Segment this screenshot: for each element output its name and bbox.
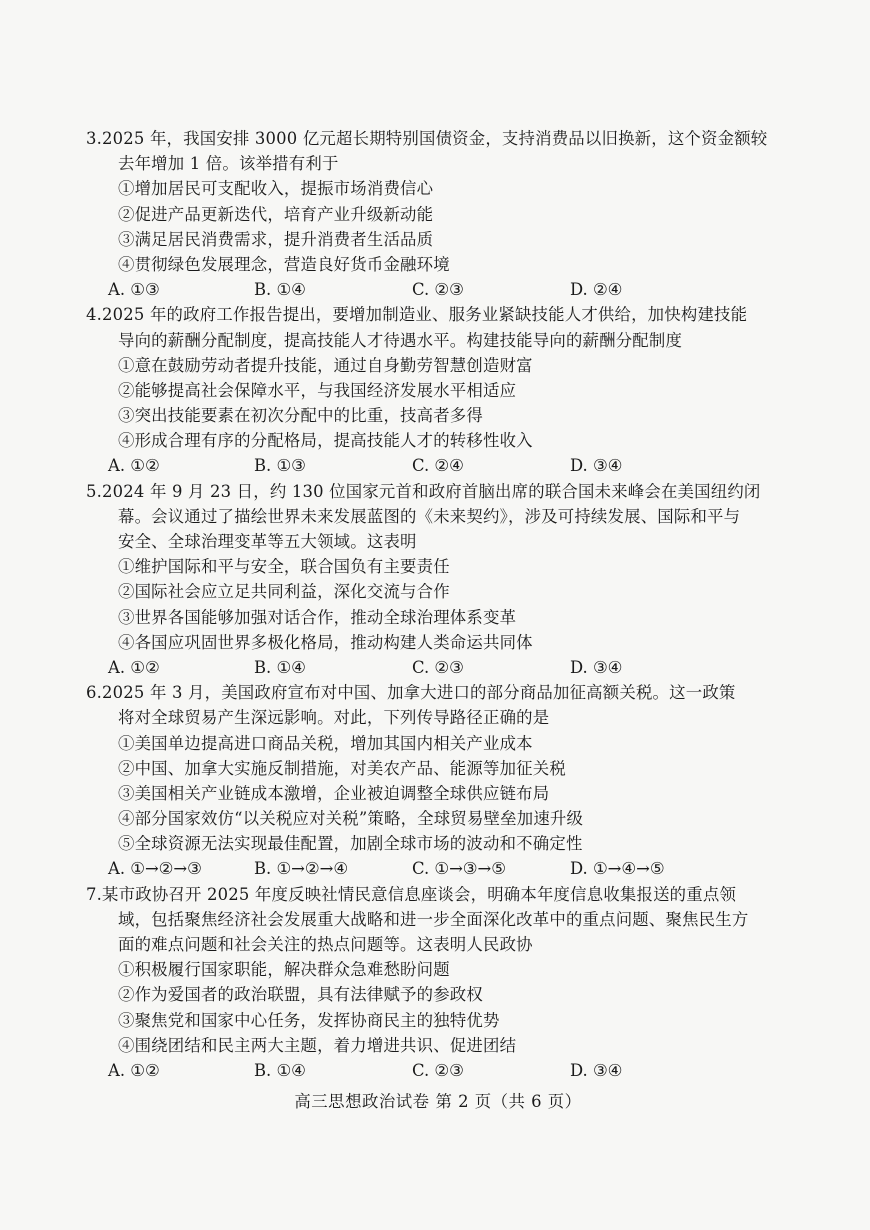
- question-stem-text: 幕。会议通过了描绘世界未来发展蓝图的《未来契约》，涉及可持续发展、国际和平与: [118, 506, 741, 526]
- statement-option: ①意在鼓励劳动者提升技能，通过自身勤劳智慧创造财富: [118, 355, 533, 375]
- question-stem-first-line: [86, 302, 758, 327]
- answer-choices: [108, 1058, 758, 1083]
- question-stem-line: [118, 529, 758, 554]
- answer-choices: [108, 655, 758, 680]
- statement-option: ①积极履行国家职能，解决群众急难愁盼问题: [118, 960, 450, 980]
- question-stem-text: 2025 年 3 月，美国政府宣布对中国、加拿大进口的部分商品加征高额关税。这一政策: [102, 683, 736, 703]
- question-stem-text: 2024 年 9 月 23 日，约 130 位国家元首和政府首脑出席的联合国未来峰会在美国纽约闭: [102, 481, 761, 501]
- question-3: [86, 126, 768, 302]
- answer-choice-b: B. ①④: [254, 280, 306, 300]
- answer-choices: [108, 856, 758, 881]
- question-stem-line: [118, 907, 758, 932]
- answer-choice-c: C. ②③: [412, 657, 464, 677]
- question-stem-line: [118, 504, 758, 529]
- answer-choice-c: C. ②③: [412, 280, 464, 300]
- answer-choice-b: B. ①④: [254, 657, 306, 677]
- answer-choice-b: B. ①③: [254, 456, 306, 476]
- question-stem-text: 2025 年的政府工作报告提出，要增加制造业、服务业紧缺技能人才供给，加快构建技能: [102, 305, 748, 325]
- statement-option: ④围绕团结和民主两大主题，着力增进共识、促进团结: [118, 1035, 517, 1055]
- question-number: 7.: [86, 884, 103, 904]
- question-stem-text: 某市政协召开 2025 年度反映社情民意信息座谈会，明确本年度信息收集报送的重点领: [102, 884, 737, 904]
- question-stem-line: [118, 932, 758, 957]
- question-stem-text: 将对全球贸易产生深远影响。对此，下列传导路径正确的是: [118, 708, 550, 728]
- statement-option: ③突出技能要素在初次分配中的比重，技高者多得: [118, 406, 483, 426]
- statement-option: ①维护国际和平与安全，联合国负有主要责任: [118, 557, 450, 577]
- answer-choice-c: C. ②④: [412, 456, 464, 476]
- answer-choices: [108, 453, 758, 478]
- answer-choice-d: D. ②④: [570, 280, 623, 300]
- answer-choice-d: D. ③④: [570, 657, 623, 677]
- question-number: 5.: [86, 481, 103, 501]
- question-stem-line: [118, 328, 758, 353]
- question-stem-line: [118, 151, 758, 176]
- answer-choice-b: B. ①④: [254, 1060, 306, 1080]
- question-stem-text: 导向的薪酬分配制度，提高技能人才待遇水平。构建技能导向的薪酬分配制度: [118, 330, 683, 350]
- answer-choice-d: D. ③④: [570, 1060, 623, 1080]
- question-stem-first-line: [86, 126, 768, 151]
- question-stem-text: 域，包括聚焦经济社会发展重大战略和进一步全面深化改革中的重点问题、聚焦民生方: [118, 909, 749, 929]
- statement-option: ③世界各国能够加强对话合作，推动全球治理体系变革: [118, 607, 517, 627]
- statement-option: ②促进产品更新迭代，培育产业升级新动能: [118, 204, 434, 224]
- statement-option: ②中国、加拿大实施反制措施，对美农产品、能源等加征关税: [118, 758, 566, 778]
- answer-choice-a: A. ①②: [108, 456, 160, 476]
- statement-option: ⑤全球资源无法实现最佳配置，加剧全球市场的波动和不确定性: [118, 834, 583, 854]
- question-4: [86, 302, 758, 478]
- statement-option: ③美国相关产业链成本激增，企业被迫调整全球供应链布局: [118, 783, 550, 803]
- statement-option: ②国际社会应立足共同利益，深化交流与合作: [118, 582, 450, 602]
- question-5: [86, 479, 761, 681]
- page-footer: [0, 1088, 870, 1112]
- answer-choice-a: A. ①②: [108, 657, 160, 677]
- answer-choice-c: C. ①→③→⑤: [412, 859, 506, 879]
- statement-option: ③满足居民消费需求，提升消费者生活品质: [118, 229, 434, 249]
- question-stem-first-line: [86, 882, 758, 907]
- question-stem-first-line: [86, 479, 761, 504]
- question-stem-first-line: [86, 680, 758, 705]
- answer-choice-d: D. ③④: [570, 456, 623, 476]
- footer-page-number: 第 2 页（共 6 页）: [435, 1092, 582, 1111]
- footer-title: 高三思想政治试卷: [294, 1092, 430, 1111]
- question-stem-text: 安全、全球治理变革等五大领域。这表明: [118, 532, 417, 551]
- answer-choice-b: B. ①→②→④: [254, 859, 349, 879]
- statement-option: ①美国单边提高进口商品关税，增加其国内相关产业成本: [118, 733, 533, 753]
- statement-option: ②能够提高社会保障水平，与我国经济发展水平相适应: [118, 380, 517, 400]
- statement-option: ③聚焦党和国家中心任务，发挥协商民主的独特优势: [118, 1010, 500, 1030]
- statement-option: ②作为爱国者的政治联盟，具有法律赋予的参政权: [118, 985, 483, 1005]
- question-6: [86, 680, 758, 882]
- question-stem-text: 去年增加 1 倍。该举措有利于: [118, 154, 339, 174]
- question-7: [86, 882, 758, 1084]
- question-stem-text: 2025 年，我国安排 3000 亿元超长期特别国债资金，支持消费品以旧换新，这个资金额较: [102, 129, 768, 148]
- answer-choice-a: A. ①③: [108, 280, 160, 300]
- answer-choice-c: C. ②③: [412, 1060, 464, 1080]
- question-stem-line: [118, 705, 758, 730]
- statement-option: ①增加居民可支配收入，提振市场消费信心: [118, 179, 434, 199]
- question-list: [86, 126, 768, 1083]
- answer-choices: [108, 277, 758, 302]
- question-number: 4.: [86, 305, 103, 325]
- statement-option: ④部分国家效仿“以关税应对关税”策略，全球贸易壁垒加速升级: [118, 809, 584, 829]
- question-number: 3.: [86, 129, 103, 148]
- statement-option: ④各国应巩固世界多极化格局，推动构建人类命运共同体: [118, 632, 533, 652]
- answer-choice-d: D. ①→④→⑤: [570, 859, 665, 879]
- question-stem-text: 面的难点问题和社会关注的热点问题等。这表明人民政协: [118, 935, 533, 954]
- statement-option: ④贯彻绿色发展理念，营造良好货币金融环境: [118, 254, 450, 274]
- question-number: 6.: [86, 683, 103, 703]
- answer-choice-a: A. ①→②→③: [108, 859, 202, 879]
- answer-choice-a: A. ①②: [108, 1060, 160, 1080]
- statement-option: ④形成合理有序的分配格局，提高技能人才的转移性收入: [118, 431, 533, 451]
